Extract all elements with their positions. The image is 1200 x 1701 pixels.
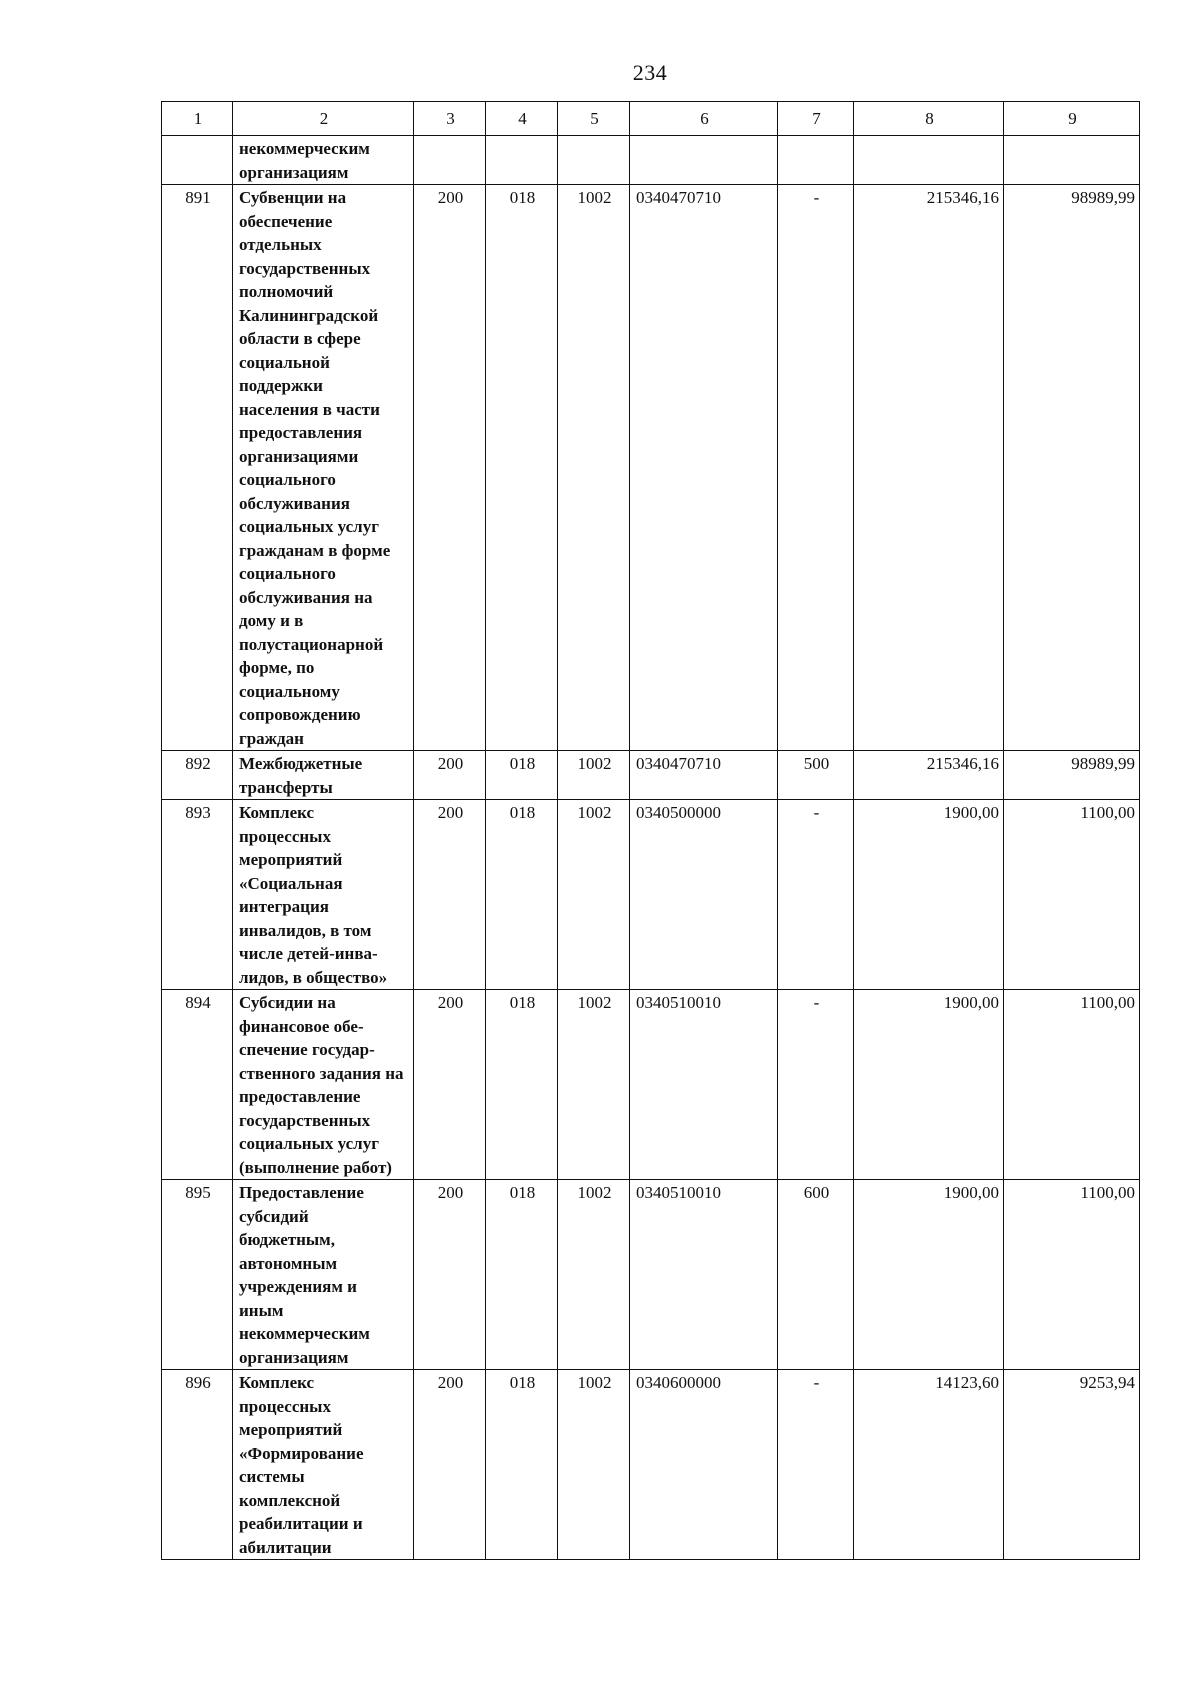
table-row [162,990,1140,1180]
cell-c6 [630,136,778,185]
column-header: 9 [1004,102,1140,136]
table-row [162,185,1140,751]
table-row [162,136,1140,185]
row-number: 895 [162,1180,233,1370]
cell-c8: 215346,16 [854,751,1004,800]
row-name [233,800,414,990]
cell-c8: 14123,60 [854,1370,1004,1560]
cell-c5: 1002 [558,800,630,990]
row-name-text: Субвенции на обеспечение отдельных государственных полномочий Калининградской области в сфере социальной поддержки населения в части предоставления организациями социального обслуживания социальных услуг гражданам в форме социального обслуживания на дому и в полустационарной форме, по социальному сопровождению граждан [239,188,391,748]
cell-c7: - [778,800,854,990]
row-number: 896 [162,1370,233,1560]
row-name-text: Предоставление субсидий бюджетным, автономным учреждениям и иным некоммерческим организациям [239,1183,370,1367]
column-header: 3 [414,102,486,136]
column-header: 6 [630,102,778,136]
cell-c7: 500 [778,751,854,800]
cell-c3: 200 [414,800,486,990]
column-header: 2 [233,102,414,136]
cell-c6: 0340510010 [630,1180,778,1370]
row-name-text: Субсидии на финансовое обе-спечение государ-ственного задания на предоставление государственных социальных услуг (выполнение работ) [239,993,404,1177]
cell-c4: 018 [486,800,558,990]
cell-c4: 018 [486,1180,558,1370]
row-name [233,136,414,185]
column-header: 7 [778,102,854,136]
table-row [162,1180,1140,1370]
cell-c9: 98989,99 [1004,185,1140,751]
cell-c4: 018 [486,751,558,800]
cell-c6: 0340470710 [630,185,778,751]
cell-c7: - [778,990,854,1180]
row-name-text: Межбюджетные трансферты [239,754,363,797]
row-number: 893 [162,800,233,990]
row-name-text: Комплекс процессных мероприятий «Социальная интеграция инвалидов, в том числе детей-инва-лидов, в общество» [239,803,388,987]
cell-c9 [1004,136,1140,185]
cell-c8 [854,136,1004,185]
cell-c3: 200 [414,1370,486,1560]
cell-c7: - [778,185,854,751]
row-number: 892 [162,751,233,800]
cell-c4: 018 [486,1370,558,1560]
cell-c7: 600 [778,1180,854,1370]
cell-c7 [778,136,854,185]
cell-c5: 1002 [558,1370,630,1560]
cell-c6: 0340470710 [630,751,778,800]
cell-c8: 1900,00 [854,1180,1004,1370]
table-row [162,800,1140,990]
cell-c8: 215346,16 [854,185,1004,751]
cell-c6: 0340500000 [630,800,778,990]
cell-c9: 9253,94 [1004,1370,1140,1560]
cell-c5: 1002 [558,1180,630,1370]
header-row [162,102,1140,136]
row-name-text: Комплекс процессных мероприятий «Формирование системы комплексной реабилитации и абилитации [239,1373,364,1557]
column-header: 4 [486,102,558,136]
row-number: 894 [162,990,233,1180]
table-row [162,751,1140,800]
cell-c8: 1900,00 [854,990,1004,1180]
row-name-text: некоммерческим организациям [239,139,370,182]
row-name [233,751,414,800]
cell-c3 [414,136,486,185]
cell-c5: 1002 [558,185,630,751]
cell-c5: 1002 [558,751,630,800]
cell-c4: 018 [486,990,558,1180]
cell-c6: 0340600000 [630,1370,778,1560]
column-header: 5 [558,102,630,136]
cell-c9: 1100,00 [1004,990,1140,1180]
cell-c9: 1100,00 [1004,800,1140,990]
table-row [162,1370,1140,1560]
cell-c4: 018 [486,185,558,751]
cell-c4 [486,136,558,185]
column-header: 8 [854,102,1004,136]
row-name [233,990,414,1180]
cell-c8: 1900,00 [854,800,1004,990]
page-number: 234 [632,60,668,85]
cell-c6: 0340510010 [630,990,778,1180]
cell-c3: 200 [414,751,486,800]
column-header: 1 [162,102,233,136]
row-name [233,1180,414,1370]
row-number [162,136,233,185]
cell-c3: 200 [414,990,486,1180]
row-name [233,185,414,751]
cell-c5 [558,136,630,185]
cell-c3: 200 [414,185,486,751]
cell-c9: 1100,00 [1004,1180,1140,1370]
cell-c7: - [778,1370,854,1560]
row-name [233,1370,414,1560]
cell-c3: 200 [414,1180,486,1370]
cell-c5: 1002 [558,990,630,1180]
row-number: 891 [162,185,233,751]
cell-c9: 98989,99 [1004,751,1140,800]
budget-table [161,101,1140,1560]
